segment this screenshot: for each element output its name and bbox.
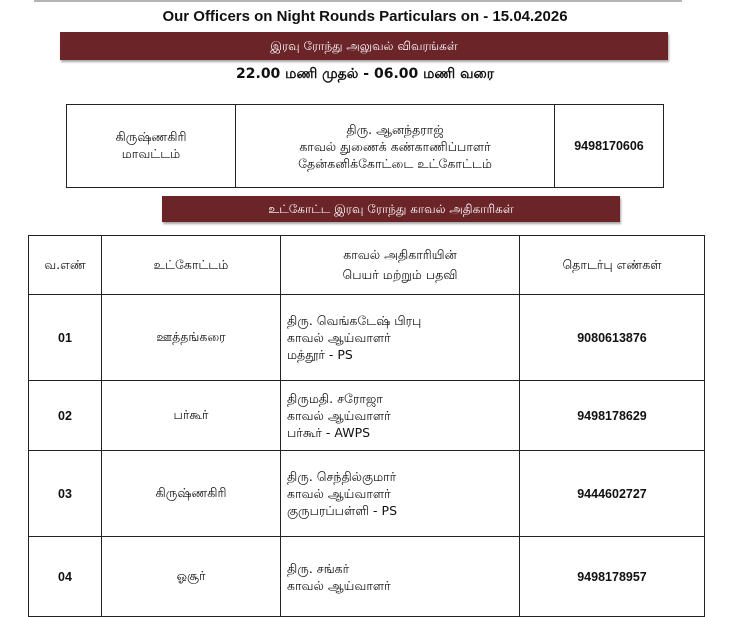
district-officer-cell (236, 105, 555, 188)
district-officer-row (67, 105, 664, 188)
header-officer-line1: காவல் அதிகாரியின் (343, 247, 457, 262)
officer-name: திருமதி. சரோஜா (287, 391, 383, 406)
district-officer-table (66, 104, 664, 188)
district-officer-phone: 9498170606 (555, 105, 664, 188)
row-serial: 03 (29, 451, 102, 537)
officer-station: பர்கூர் - AWPS (287, 425, 371, 440)
row-officer (281, 295, 520, 381)
table-row (29, 451, 705, 537)
top-divider (34, 0, 682, 2)
row-phone: 9444602727 (520, 451, 705, 537)
officer-designation: காவல் ஆய்வாளர் (287, 577, 391, 593)
officer-station: குருபரப்பள்ளி - PS (287, 503, 398, 518)
row-serial: 01 (29, 295, 102, 381)
page-title: Our Officers on Night Rounds Particulars on - 15.04.2026 (162, 8, 568, 25)
header-subdivision: உட்கோட்டம் (102, 236, 281, 295)
officer-name: திரு. செந்தில்குமார் (287, 469, 397, 484)
night-rounds-banner: இரவு ரோந்து அலுவல் விவரங்கள் (60, 32, 668, 60)
time-range: 22.00 மணி முதல் - 06.00 மணி வரை (236, 66, 494, 82)
subdivision-officers-banner: உட்கோட்ட இரவு ரோந்து காவல் அதிகாரிகள் (162, 196, 620, 222)
officer-station: மத்தூர் - PS (287, 347, 353, 362)
row-subdivision: பர்கூர் (102, 381, 281, 451)
table-header-row (29, 236, 705, 295)
row-subdivision: ஊத்தங்கரை (102, 295, 281, 381)
table-row (29, 295, 705, 381)
officer-name: திரு. வெங்கடேஷ் பிரபு (287, 313, 422, 328)
officer-designation: காவல் ஆய்வாளர் (287, 486, 391, 501)
district-cell (67, 105, 236, 188)
officer-designation: காவல் ஆய்வாளர் (287, 330, 391, 345)
row-subdivision: ஓசூர் (102, 537, 281, 617)
district-officer-name: திரு. ஆனந்தராஜ் (346, 121, 444, 137)
row-subdivision: கிருஷ்ணகிரி (102, 451, 281, 537)
table-row (29, 381, 705, 451)
header-serial: வ.எண் (29, 236, 102, 295)
row-serial: 04 (29, 537, 102, 617)
row-serial: 02 (29, 381, 102, 451)
header-officer-line2: பெயர் மற்றும் பதவி (342, 267, 458, 282)
row-officer (281, 381, 520, 451)
header-contact: தொடர்பு எண்கள் (520, 236, 705, 295)
row-officer (281, 537, 520, 617)
row-phone: 9498178957 (520, 537, 705, 617)
row-officer (281, 451, 520, 537)
row-phone: 9498178629 (520, 381, 705, 451)
header-officer (281, 236, 520, 295)
district-officer-designation: காவல் துணைக் கண்காணிப்பாளர் (299, 138, 491, 154)
district-officer-office: தேன்கனிக்கோட்டை உட்கோட்டம் (298, 155, 492, 171)
officer-name: திரு. சங்கர் (287, 560, 350, 576)
officer-designation: காவல் ஆய்வாளர் (287, 408, 391, 423)
district-name: கிருஷ்ணகிரி மாவட்டம் (115, 129, 187, 161)
row-phone: 9080613876 (520, 295, 705, 381)
table-row (29, 537, 705, 617)
subdivision-officers-table (28, 235, 705, 617)
